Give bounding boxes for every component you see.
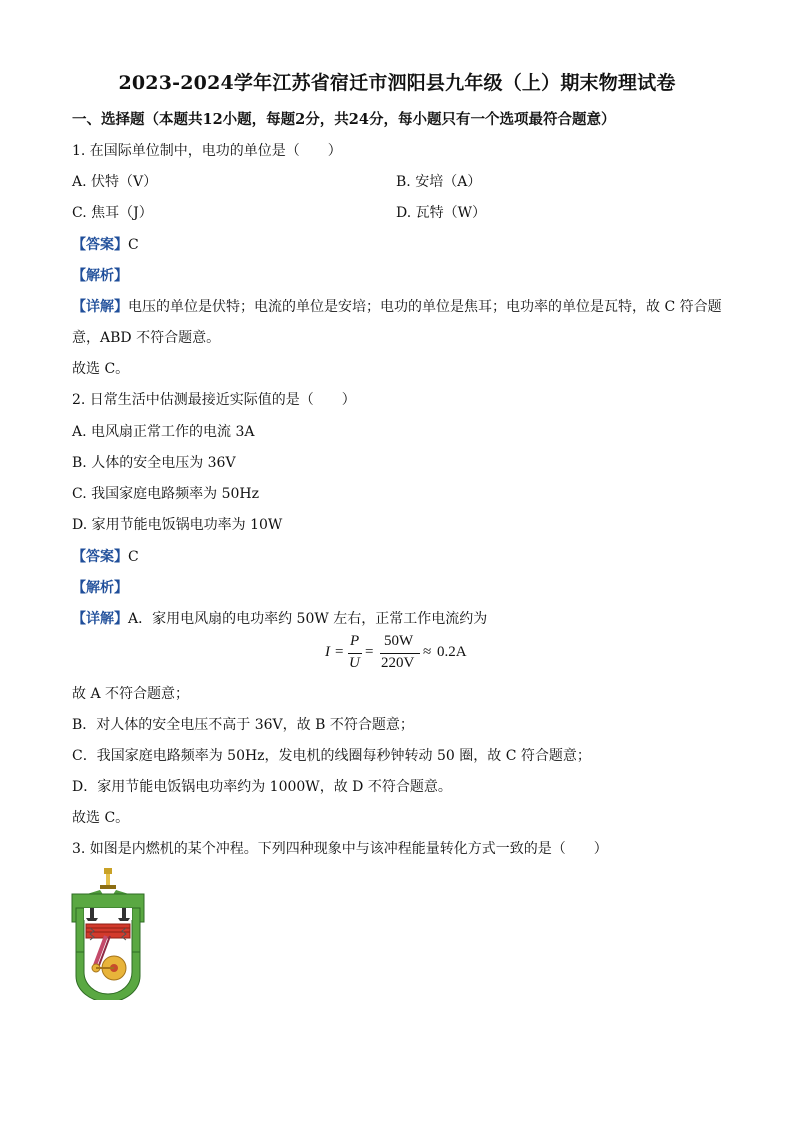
analysis-tag: 【解析】 xyxy=(72,268,128,284)
q2-after-formula: 故 A 不符合题意； xyxy=(72,686,190,702)
q2-detail-line1 xyxy=(72,608,487,628)
q2-detail-b: B．对人体的安全电压不高于 36V，故 B 不符合题意； xyxy=(72,717,414,733)
q1-detail-line2: 意，ABD 不符合题意。 xyxy=(72,330,221,346)
formula-numerator: 50W xyxy=(384,633,414,649)
q2-stem: 2. 日常生活中估测最接近实际值的是（ ） xyxy=(72,392,356,408)
q2-conclusion: 故选 C。 xyxy=(72,810,130,826)
detail-text: 电压的单位是伏特；电流的单位是安培；电功的单位是焦耳；电功率的单位是瓦特，故 C 符合题 xyxy=(128,299,722,315)
current-formula xyxy=(325,633,485,675)
q1-option-d: D. 瓦特（W） xyxy=(396,205,487,221)
detail-text: A．家用电风扇的电功率约 50W 左右，正常工作电流约为 xyxy=(128,611,488,627)
fraction-bar-2 xyxy=(380,653,420,654)
formula-equals-2: = xyxy=(365,644,374,660)
q2-option-d: D. 家用节能电饭锅电功率为 10W xyxy=(72,517,283,533)
answer-value: C xyxy=(128,549,139,565)
formula-approx: ≈ xyxy=(423,644,432,660)
q2-analysis-tag xyxy=(72,577,128,597)
answer-value: C xyxy=(128,237,139,253)
q3-stem: 3. 如图是内燃机的某个冲程。下列四种现象中与该冲程能量转化方式一致的是（ ） xyxy=(72,841,608,857)
q1-conclusion: 故选 C。 xyxy=(72,361,130,377)
answer-tag: 【答案】 xyxy=(72,549,128,565)
q1-option-b: B. 安培（A） xyxy=(396,174,482,190)
detail-tag: 【详解】 xyxy=(72,611,128,627)
q1-detail-line1 xyxy=(72,296,722,316)
formula-numerator-p: P xyxy=(350,633,360,649)
section-heading: 一、选择题（本题共12小题，每题2分，共24分，每小题只有一个选项最符合题意） xyxy=(72,111,616,128)
page-title: 2023-2024学年江苏省宿迁市泗阳县九年级（上）期末物理试卷 xyxy=(118,72,676,94)
q2-detail-d: D．家用节能电饭锅电功率约为 1000W，故 D 不符合题意。 xyxy=(72,779,452,795)
q2-detail-c: C．我国家庭电路频率为 50Hz，发电机的线圈每秒钟转动 50 圈，故 C 符合题意； xyxy=(72,748,591,764)
q1-option-a: A. 伏特（V） xyxy=(72,174,158,190)
formula-denominator: 220V xyxy=(381,655,415,671)
detail-tag: 【详解】 xyxy=(72,299,128,315)
formula-equals-1: = xyxy=(335,644,344,660)
q1-analysis-tag xyxy=(72,265,128,285)
formula-denominator-u: U xyxy=(349,655,360,671)
formula-lhs: I xyxy=(325,644,330,660)
engine-stroke-figure xyxy=(70,868,146,1000)
answer-tag: 【答案】 xyxy=(72,237,128,253)
formula-result: 0.2A xyxy=(437,644,467,660)
q2-option-b: B. 人体的安全电压为 36V xyxy=(72,455,236,471)
q1-stem: 1. 在国际单位制中，电功的单位是（ ） xyxy=(72,143,342,159)
q2-answer xyxy=(72,546,139,566)
q1-answer xyxy=(72,234,139,254)
q1-option-c: C. 焦耳（J） xyxy=(72,205,153,221)
fraction-bar-1 xyxy=(348,653,362,654)
q2-option-c: C. 我国家庭电路频率为 50Hz xyxy=(72,486,259,502)
analysis-tag: 【解析】 xyxy=(72,580,128,596)
q2-option-a: A. 电风扇正常工作的电流 3A xyxy=(72,424,255,440)
